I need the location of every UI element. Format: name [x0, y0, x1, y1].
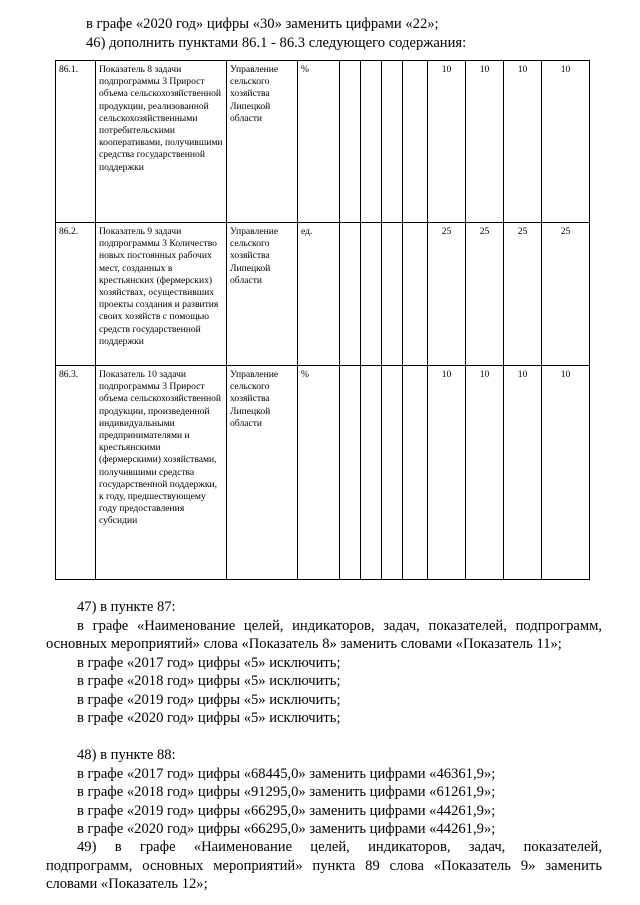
empty-cell [340, 223, 361, 366]
executor: Управление сельского хозяйства Липецкой области [227, 61, 298, 223]
item-48-heading: 48) в пункте 88: [77, 747, 176, 763]
unit: ед. [298, 223, 340, 366]
item-48-line-b: в графе «2018 год» цифры «91295,0» заменить цифрами «61261,9»; [77, 784, 496, 800]
indicator-name: Показатель 8 задачи подпрограммы 3 Прирост объема сельскохозяйственной продукции, реализованной сельскохозяйственными потребительскими кооперативами, получившими средства государственной поддержки [96, 61, 227, 223]
item-47-heading: 47) в пункте 87: [77, 599, 176, 615]
row-number: 86.2. [56, 223, 96, 366]
empty-cell [361, 223, 382, 366]
empty-cell [361, 366, 382, 580]
empty-cell [403, 223, 428, 366]
table-row [56, 61, 590, 223]
value-2020: 10 [542, 366, 590, 580]
value-2018: 25 [466, 223, 504, 366]
item-49-line-c: словами «Показатель 12»; [46, 876, 208, 892]
item-47-line-c: в графе «2017 год» цифры «5» исключить; [77, 655, 341, 671]
table-row [56, 366, 590, 580]
row-number: 86.1. [56, 61, 96, 223]
empty-cell [382, 223, 403, 366]
value-2019: 25 [504, 223, 542, 366]
executor: Управление сельского хозяйства Липецкой области [227, 366, 298, 580]
item-49-line-a: 49) в графе «Наименование целей, индикаторов, задач, показателей, [77, 839, 602, 855]
value-2019: 10 [504, 61, 542, 223]
empty-cell [340, 366, 361, 580]
item-46-heading: 46) дополнить пунктами 86.1 - 86.3 следующего содержания: [86, 35, 467, 51]
value-2017: 10 [428, 61, 466, 223]
value-2017: 10 [428, 366, 466, 580]
item-48-line-c: в графе «2019 год» цифры «66295,0» заменить цифрами «44261,9»; [77, 803, 496, 819]
value-2020: 10 [542, 61, 590, 223]
indicator-name: Показатель 9 задачи подпрограммы 3 Количество новых постоянных рабочих мест, созданных в крестьянских (фермерских) хозяйствах, осуществивших проекты создания и развития своих хозяйств с помощью средств государственной поддержки [96, 223, 227, 366]
value-2017: 25 [428, 223, 466, 366]
value-2020: 25 [542, 223, 590, 366]
empty-cell [382, 366, 403, 580]
item-47-line-f: в графе «2020 год» цифры «5» исключить; [77, 710, 341, 726]
item-47-line-b: основных мероприятий» слова «Показатель 8» заменить словами «Показатель 11»; [46, 636, 562, 652]
empty-cell [403, 366, 428, 580]
empty-cell [361, 61, 382, 223]
text-line-2020-change: в графе «2020 год» цифры «30» заменить цифрами «22»; [86, 16, 439, 32]
value-2019: 10 [504, 366, 542, 580]
item-47-line-d: в графе «2018 год» цифры «5» исключить; [77, 673, 341, 689]
item-47-line-e: в графе «2019 год» цифры «5» исключить; [77, 692, 341, 708]
item-49-line-b: подпрограмм, основных мероприятий» пункта 89 слова «Показатель 9» заменить [46, 858, 602, 874]
row-number: 86.3. [56, 366, 96, 580]
item-47-line-a: в графе «Наименование целей, индикаторов, задач, показателей, подпрограмм, [77, 618, 602, 634]
empty-cell [403, 61, 428, 223]
unit: % [298, 366, 340, 580]
empty-cell [340, 61, 361, 223]
indicators-table [55, 60, 590, 580]
value-2018: 10 [466, 366, 504, 580]
item-48-line-d: в графе «2020 год» цифры «66295,0» заменить цифрами «44261,9»; [77, 821, 496, 837]
indicator-name: Показатель 10 задачи подпрограммы 3 Прирост объема сельскохозяйственной продукции, произведенной индивидуальными предпринимателями и крестьянскими (фермерскими) хозяйствами, получившими средства государственной поддержки, к году, предшествующему году предоставления субсидии [96, 366, 227, 580]
unit: % [298, 61, 340, 223]
table-row [56, 223, 590, 366]
empty-cell [382, 61, 403, 223]
value-2018: 10 [466, 61, 504, 223]
executor: Управление сельского хозяйства Липецкой области [227, 223, 298, 366]
item-48-line-a: в графе «2017 год» цифры «68445,0» заменить цифрами «46361,9»; [77, 766, 496, 782]
